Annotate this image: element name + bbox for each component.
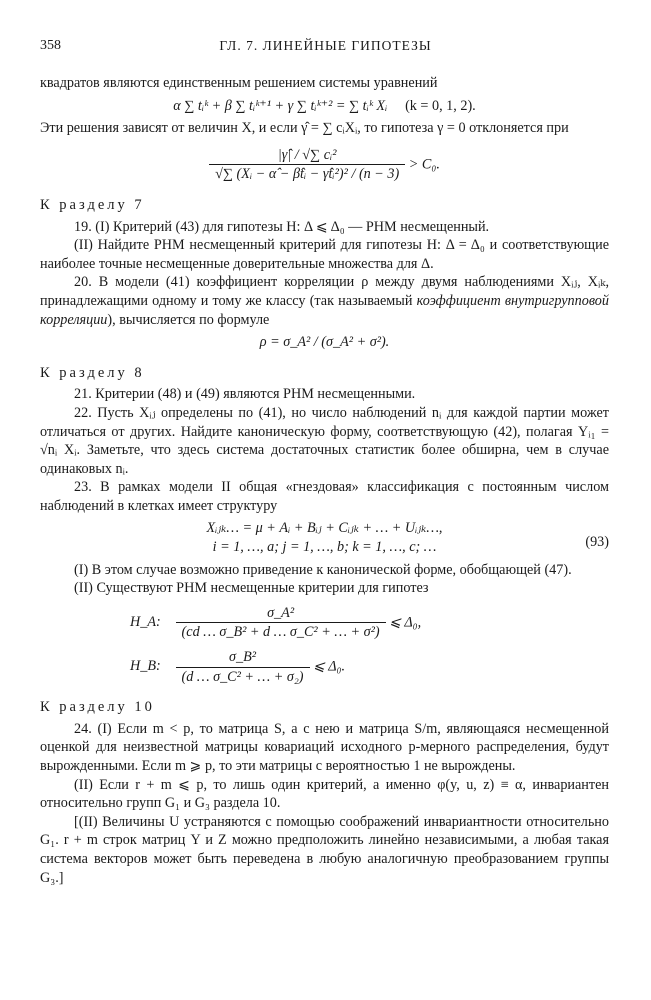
paragraph: квадратов являются единственным решением системы уравнений [40, 75, 438, 91]
fraction [209, 146, 405, 184]
paragraph: (II) Найдите РНМ несмещенный критерий для гипотезы H: Δ = Δ₀ и соответствующие наиболее точные несмещенные доверительные множества для Δ. [40, 237, 609, 272]
section-heading: К разделу 8 [40, 364, 145, 381]
equation-number: (93) [585, 534, 609, 551]
fraction-numerator: |γ̂| / √∑ cᵢ² [209, 146, 405, 166]
paragraph: 19. (I) Критерий (43) для гипотезы H: Δ ⩽ Δ₀ — РНМ несмещенный. [74, 218, 490, 235]
inequality-rhs: > C₀. [408, 156, 440, 173]
equation-condition: (k = 0, 1, 2). [405, 97, 476, 114]
page-header [40, 38, 611, 58]
hypothesis-label: H_B: [130, 658, 161, 675]
running-title: ГЛ. 7. ЛИНЕЙНЫЕ ГИПОТЕЗЫ [219, 38, 432, 53]
paragraph: 22. Пусть Xᵢⱼ определены по (41), но число наблюдений nᵢ для каждой партии может отличаться от других. Найдите каноническую форму, соответствующую (42), полагая Yᵢ₁ = √nᵢ Xᵢ. Заметьте, что здесь система достаточных статистик более обширна, чем в случае одинаковых nᵢ. [40, 404, 609, 477]
inequality-rhs: ⩽ Δ₀, [389, 614, 422, 631]
text-run: ), вычисляется по формуле [107, 311, 270, 328]
italic-term: коэффициент внутригрупповой корреляции [40, 292, 609, 328]
equation-system [40, 97, 609, 116]
hypothesis-a [130, 604, 609, 642]
text-run: 20. В модели (41) коэффициент корреляции ρ между двумя наблюдениями Xᵢⱼ, Xᵢₖ, принадлежащими одному и тому же классу (так называемый [40, 274, 609, 309]
inequality-rhs: ⩽ Δ₀. [313, 658, 346, 675]
equation-line: Xᵢⱼₖ… = μ + Aᵢ + Bᵢⱼ + Cᵢⱼₖ + … + Uᵢⱼₖ…, [206, 520, 443, 537]
section-heading: К разделу 7 [40, 196, 145, 213]
fraction-denominator: (cd … σ_B² + d … σ_C² + … + σ²) [181, 624, 380, 641]
equation-line: i = 1, …, a; j = 1, …, b; k = 1, …, c; … [212, 539, 437, 556]
page-number: 358 [40, 38, 61, 53]
equation-rejection-rule [40, 146, 609, 184]
paragraph: (II) Если r + m ⩽ p, то лишь один критерий, а именно φ(y, u, z) ≡ α, инвариантен относительно групп G₁ и G₃ раздела 10. [40, 776, 609, 812]
hypothesis-b [130, 648, 609, 686]
paragraph: (II) Существуют РНМ несмещенные критерии для гипотез [74, 580, 429, 597]
hypothesis-label: H_A: [130, 614, 161, 631]
equation-body: α ∑ tᵢᵏ + β ∑ tᵢᵏ⁺¹ + γ ∑ tᵢᵏ⁺² = ∑ tᵢᵏ Xᵢ [173, 97, 388, 114]
section-heading: К разделу 10 [40, 699, 155, 716]
fraction-denominator: (d … σ_C² + … + σ₂) [181, 668, 304, 685]
paragraph: 23. В рамках модели II общая «гнездовая» классификация с постоянным числом наблюдений в клетках имеет структуру [40, 479, 609, 514]
fraction-denominator: √∑ (Xᵢ − α̂ − β̂tᵢ − γ̂tᵢ²)² / (n − 3) [215, 166, 400, 183]
paragraph: 24. (I) Если m < p, то матрица S, а с нею и матрица S/m, являющаяся несмещенной оценкой для неизвестной матрицы ковариаций исходного p-мерного распределения, будут вырожденными. Если m ⩾ p, то эти матрицы с вероятностью 1 не вырождены. [40, 720, 609, 774]
fraction-numerator: σ_B² [176, 648, 310, 668]
paragraph: 21. Критерии (48) и (49) являются РНМ несмещенными. [74, 386, 416, 403]
equation-correlation: ρ = σ_A² / (σ_A² + σ²). [259, 334, 390, 351]
paragraph: Эти решения зависят от величин X, и если γ̂ = ∑ cᵢXᵢ, то гипотеза γ = 0 отклоняется при [40, 120, 569, 137]
page-body [40, 74, 609, 887]
equation-nested-model [40, 519, 609, 556]
fraction-numerator: σ_A² [176, 604, 386, 624]
paragraph: (I) В этом случае возможно приведение к канонической форме, обобщающей (47). [74, 561, 572, 578]
fraction [176, 648, 310, 686]
paragraph: [(II) Величины U устраняются с помощью соображений инвариантности относительно G₁. r + m строк матриц Y и Z можно предположить линейно независимыми, а любая такая система векторов может быть переведена в любую аналогичную преобразованием группы G₃.] [40, 813, 609, 886]
fraction [176, 604, 386, 642]
paragraph [40, 273, 609, 329]
